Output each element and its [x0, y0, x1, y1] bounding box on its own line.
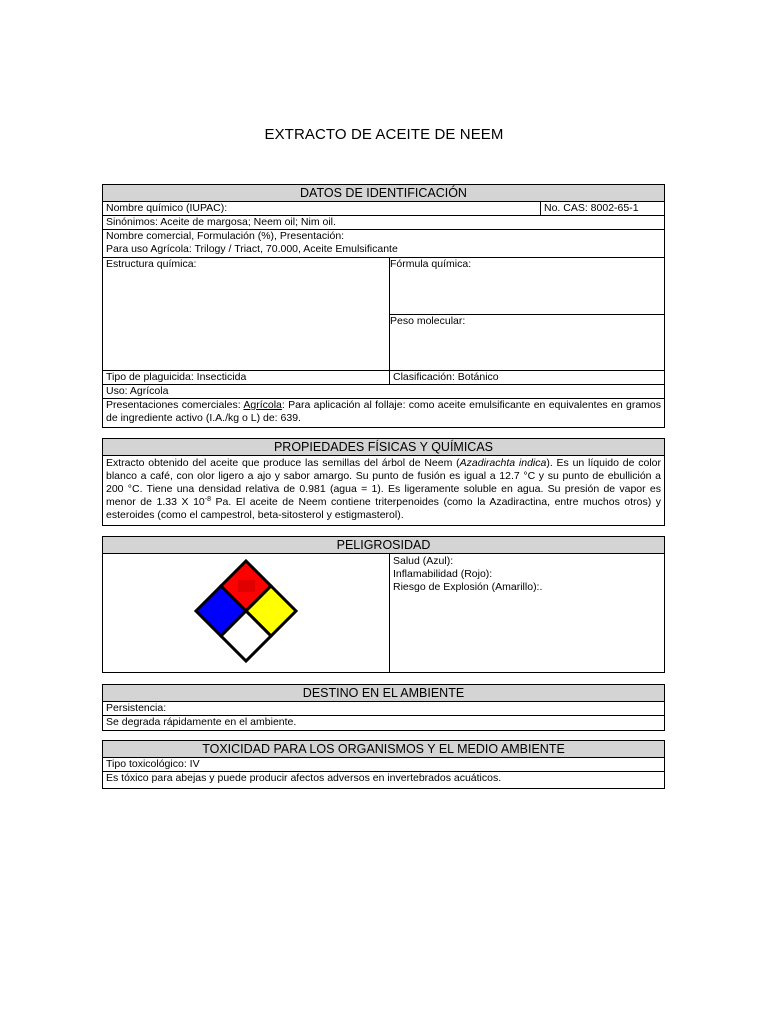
properties-text — [103, 456, 664, 525]
toxicity-text: Es tóxico para abejas y puede producir afectos adversos en invertebrados acuáticos. — [106, 772, 502, 784]
presentations-text: : Para aplicación al follaje: como aceite emulsificante en equivalentes en gramos de ingrediente activo (I.A./kg o L) de: 639. — [106, 399, 661, 424]
chemical-formula-label: Fórmula química: — [390, 258, 664, 315]
properties-text-2: ). Es un líquido de color blanco a café, con olor ligero a ajo y sabor amargo. Su punto de fusión es igual a 12.7 °C y su punto de ebullición a 200 °C. Tiene una densidad relativa de 0.981 (agua = 1). Es ligeramente soluble en agua. Su presión de vapor es menor de 1.33 X 10 — [106, 457, 661, 508]
nfpa-diamond-cell — [103, 554, 389, 672]
properties-text-3: Pa. El aceite de Neem contiene triterpenoides (como la Azadiractina, entre muchos otros) y esteroides (como el campestrol, beta-sitosterol y estigmasterol). — [106, 496, 661, 521]
structure-row — [103, 258, 664, 371]
molecular-weight-label: Peso molecular: — [390, 315, 466, 327]
pesticide-type-row — [103, 371, 664, 385]
toxicity-section — [102, 740, 665, 789]
iupac-row — [103, 202, 664, 216]
degradation-text: Se degrada rápidamente en el ambiente. — [106, 716, 297, 728]
nfpa-diamond-icon — [191, 559, 303, 671]
pesticide-type: Tipo de plaguicida: Insecticida — [106, 371, 247, 383]
classification: Clasificación: Botánico — [389, 371, 664, 384]
commercial-name-value: Para uso Agrícola: Trilogy / Triact, 70.000, Aceite Emulsificante — [106, 243, 398, 255]
properties-text-1: Extracto obtenido del aceite que produce las semillas del árbol de Neem ( — [106, 457, 460, 469]
document-title: EXTRACTO DE ACEITE DE NEEM — [264, 126, 504, 143]
environment-fate-section — [102, 684, 665, 731]
toxicity-header: TOXICIDAD PARA LOS ORGANISMOS Y EL MEDIO AMBIENTE — [103, 741, 664, 758]
commercial-presentations — [103, 399, 664, 427]
commercial-name-label: Nombre comercial, Formulación (%), Presentación: — [106, 230, 345, 242]
properties-header: PROPIEDADES FÍSICAS Y QUÍMICAS — [103, 439, 664, 456]
hazard-row — [103, 554, 664, 672]
flammability-rating: Inflamabilidad (Rojo): — [393, 568, 493, 580]
toxicological-type: Tipo toxicológico: IV — [103, 758, 664, 772]
use: Uso: Agrícola — [103, 385, 664, 399]
iupac-name-label: Nombre químico (IUPAC): — [106, 202, 228, 214]
environment-fate-header: DESTINO EN EL AMBIENTE — [103, 685, 664, 702]
chemical-structure-label: Estructura química: — [106, 258, 197, 270]
vapor-exponent: -8 — [204, 496, 211, 503]
cas-number: No. CAS: 8002-65-1 — [540, 202, 664, 215]
synonyms: Sinónimos: Aceite de margosa; Neem oil; Nim oil. — [103, 216, 664, 230]
persistence: Persistencia: — [103, 702, 664, 716]
properties-section — [102, 438, 665, 526]
presentations-label: Presentaciones comerciales: — [106, 399, 244, 411]
hazard-header: PELIGROSIDAD — [103, 537, 664, 554]
species-name: Azadirachta indica — [459, 457, 547, 469]
hazard-section — [102, 536, 665, 673]
identification-section — [102, 184, 665, 428]
hazard-ratings — [389, 554, 664, 672]
health-rating: Salud (Azul): — [393, 555, 454, 567]
nfpa-fire-mark — [238, 580, 255, 592]
identification-header: DATOS DE IDENTIFICACIÓN — [103, 185, 664, 202]
explosion-risk-rating: Riesgo de Explosión (Amarillo):. — [393, 581, 543, 593]
presentations-agricola: Agrícola — [243, 399, 282, 411]
commercial-name-block — [103, 230, 664, 258]
formula-weight-column — [389, 258, 664, 370]
